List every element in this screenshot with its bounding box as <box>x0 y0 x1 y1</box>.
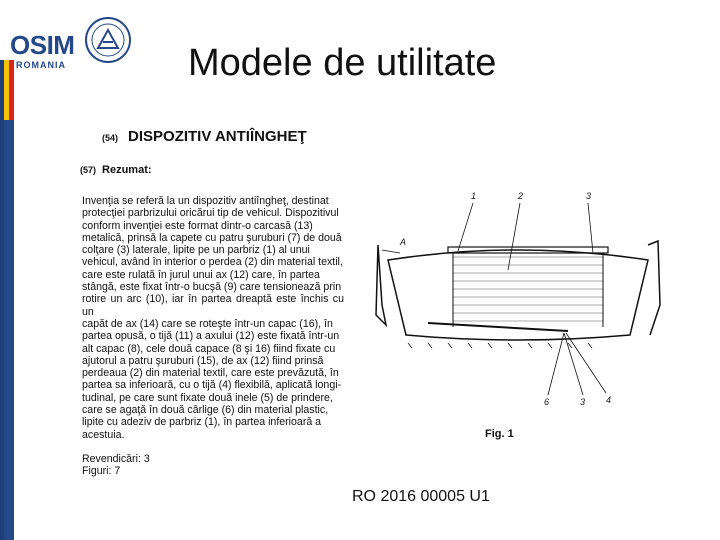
summary-text <box>82 195 344 441</box>
summary-line: partea sa inferioară, cu o tijă (4) flexibilă, aplicată longi- <box>82 379 342 392</box>
invention-title-text: DISPOZITIV ANTIÎNGHEŢ <box>128 128 307 145</box>
callout-2: 2 <box>518 191 524 201</box>
callout-6: 6 <box>544 397 550 407</box>
claims-count: Revendicări: 3 <box>82 453 150 465</box>
reference-number: RO 2016 00005 U1 <box>352 488 490 505</box>
document-meta <box>82 453 150 477</box>
stripe-blue <box>4 120 14 540</box>
callout-3b: 3 <box>580 397 586 407</box>
field-57-code: (57) <box>80 165 97 175</box>
summary-line: vehicul, având în interior o perdea (2) din material textil, <box>82 256 343 269</box>
osim-seal-icon <box>84 16 132 64</box>
summary-line: care este rulată în jurul unui ax (12) care, în partea <box>82 268 320 281</box>
summary-line: Invenţia se referă la un dispozitiv antiîngheţ, destinat <box>82 195 329 207</box>
summary-line: rotire un arc (10), iar în partea dreaptă este închis cu un <box>82 293 344 318</box>
field-54-code: (54) <box>102 133 119 143</box>
flag-stripe <box>0 60 14 540</box>
callout-4: 4 <box>606 395 612 405</box>
flag-red <box>9 60 14 120</box>
summary-line: protecţiei parbrizului oricărui tip de vehicul. Dispozitivul <box>82 207 339 220</box>
figures-count: Figuri: 7 <box>82 465 121 477</box>
summary-line: colţare (3) laterale, lipite pe un parbriz (1) al unui <box>82 244 310 257</box>
figure-caption: Fig. 1 <box>485 428 514 440</box>
summary-line: alt capac (8), cele două capace (8 şi 16) fiind fixate cu <box>82 342 336 355</box>
summary-line: conform invenţiei este format dintr-o carcasă (13) <box>82 219 313 232</box>
osim-logo <box>4 8 134 70</box>
summary-line: care se agaţă în două cârlige (6) din material plastic, <box>82 404 329 417</box>
summary-label: Rezumat: <box>102 164 152 176</box>
callout-1: 1 <box>471 191 477 201</box>
summary-line: capăt de ax (14) care se roteşte într-un capac (16), în <box>82 317 333 330</box>
summary-line: lipite cu adeziv de parbriz (1), în partea inferioară a <box>82 416 322 429</box>
callout-3: 3 <box>586 191 592 201</box>
summary-line: stângă, este fixat într-o bucşă (9) care tensionează prin <box>82 281 342 294</box>
logo-subtext: ROMANIA <box>16 60 66 70</box>
summary-line: acestuia. <box>82 428 125 441</box>
summary-line: ajutorul a patru şuruburi (15), de ax (12) fiind prinsă <box>82 354 324 367</box>
windshield-figure <box>368 185 668 415</box>
invention-title <box>102 128 307 145</box>
logo-text: OSIM <box>10 30 75 60</box>
summary-heading <box>80 164 152 176</box>
summary-line: tudinal, pe care sunt fixate două inele (5) de prindere, <box>82 391 333 404</box>
callout-A: A <box>400 237 407 247</box>
summary-line: partea opusă, o tijă (11) a axului (12) este fixată într-un <box>82 330 340 343</box>
summary-line: perdeaua (2) din material textil, care este prevăzută, în <box>82 367 339 380</box>
slide-title: Modele de utilitate <box>188 42 497 84</box>
summary-line: metalică, prinsă la capete cu patru şuruburi (7) de două <box>82 231 342 244</box>
